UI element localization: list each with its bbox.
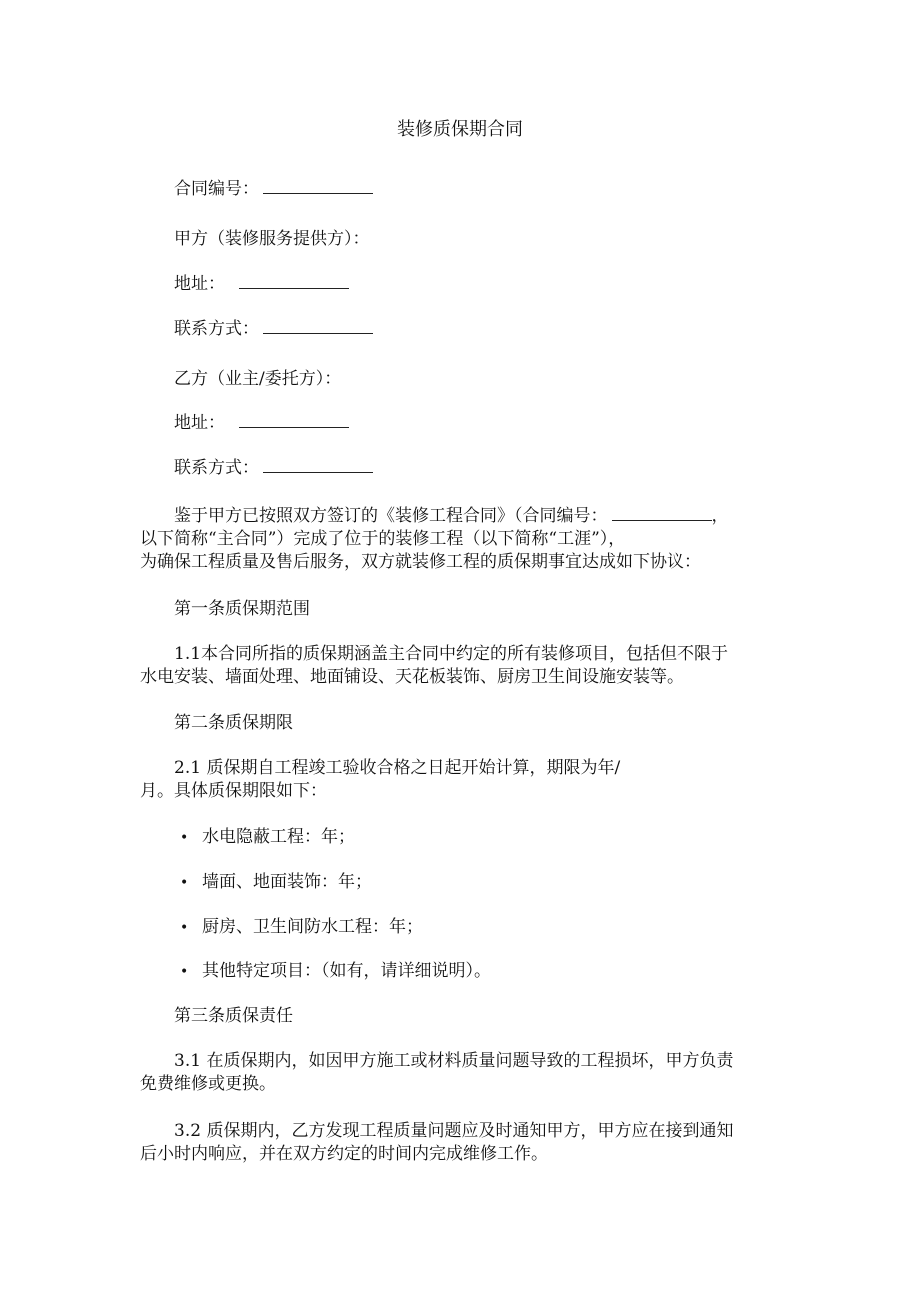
party-a-contact-blank	[263, 318, 373, 334]
party-a-address-row	[174, 273, 349, 295]
party-b-address-row	[174, 412, 349, 434]
article-1-heading: 第一条质保期范围	[174, 599, 310, 619]
bullet-item-text: 水电隐蔽工程：年；	[202, 827, 355, 847]
preamble-line-3: 为确保工程质量及售后服务，双方就装修工程的质保期事宜达成如下协议：	[140, 552, 701, 572]
preamble-line-2: 以下简称“主合同”）完成了位于的装修工程（以下简称“工涯”），	[140, 529, 626, 549]
bullet-item	[180, 826, 355, 849]
article-2-heading: 第二条质保期限	[174, 713, 293, 733]
clause-1-1-line-1: 1.1本合同所指的质保期涵盖主合同中约定的所有装修项目，包括但不限于	[174, 644, 729, 664]
bullet-item	[180, 960, 491, 983]
clause-3-1-line-1: 3.1 在质保期内，如因甲方施工或材料质量问题导致的工程损坏，甲方负责	[174, 1051, 734, 1071]
party-b-address-label: 地址：	[174, 413, 225, 433]
bullet-icon: •	[180, 920, 189, 936]
contract-number-row	[174, 178, 373, 200]
party-a-contact-row	[174, 318, 373, 340]
party-b-contact-row	[174, 457, 373, 479]
bullet-item	[180, 916, 423, 939]
contract-number-label: 合同编号：	[174, 179, 259, 199]
party-a-label: 甲方（装修服务提供方）：	[174, 229, 370, 249]
party-b-contact-label: 联系方式：	[174, 458, 259, 478]
clause-2-1-line-1: 2.1 质保期自工程竣工验收合格之日起开始计算，期限为年/	[174, 758, 621, 778]
bullet-item	[180, 871, 372, 894]
clause-3-2-line-1: 3.2 质保期内，乙方发现工程质量问题应及时通知甲方，甲方应在接到通知	[174, 1121, 734, 1141]
party-b-contact-blank	[263, 457, 373, 473]
preamble-line-1-end: ，	[711, 506, 729, 526]
clause-1-1-line-2: 水电安装、墙面处理、地面铺设、天花板装饰、厨房卫生间设施安装等。	[140, 667, 684, 687]
bullet-icon: •	[180, 875, 189, 891]
bullet-item-text: 其他特定项目：（如有，请详细说明）。	[202, 961, 491, 981]
party-a-address-label: 地址：	[174, 274, 225, 294]
main-contract-number-blank	[612, 505, 712, 521]
bullet-item-text: 厨房、卫生间防水工程：年；	[202, 917, 423, 937]
article-3-heading: 第三条质保责任	[174, 1006, 293, 1026]
bullet-item-text: 墙面、地面装饰：年；	[202, 872, 372, 892]
preamble-line-1-text: 鉴于甲方已按照双方签订的《装修工程合同》（合同编号：	[174, 506, 608, 526]
preamble-line-1	[174, 505, 729, 527]
clause-3-1-line-2: 免费维修或更换。	[140, 1074, 276, 1094]
clause-3-2-line-2: 后小时内响应，并在双方约定的时间内完成维修工作。	[140, 1144, 548, 1164]
bullet-icon: •	[180, 830, 189, 846]
party-a-contact-label: 联系方式：	[174, 319, 259, 339]
party-b-label: 乙方（业主/委托方）：	[174, 369, 342, 389]
bullet-icon: •	[180, 964, 189, 980]
party-b-address-blank	[239, 412, 349, 428]
document-title: 装修质保期合同	[397, 119, 523, 140]
party-a-address-blank	[239, 273, 349, 289]
contract-number-blank	[263, 178, 373, 194]
clause-2-1-line-2: 月。具体质保期限如下：	[140, 781, 327, 801]
